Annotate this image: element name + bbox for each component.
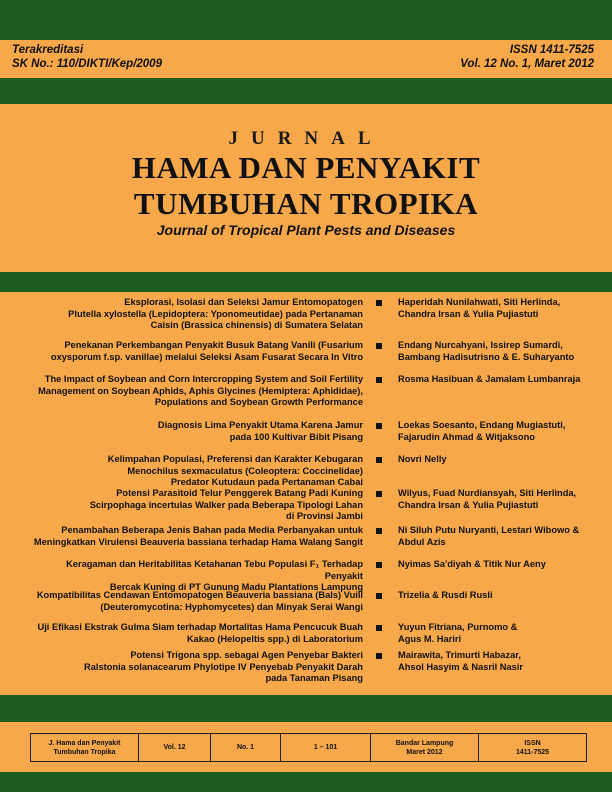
green-divider (0, 272, 612, 292)
bullet-square-icon (376, 300, 382, 306)
toc-title-line: (Deuteromycotina: Hyphomycetes) dan Minyak Serai Wangi (100, 601, 363, 612)
footer-volume-cell: Vol. 12 (139, 734, 211, 762)
toc-author-line: Endang Nurcahyani, Issirep Sumardi, (398, 340, 563, 350)
toc-author-line: Abdul Azis (398, 536, 446, 547)
toc-article-title (33, 420, 363, 443)
volume-label: Vol. 12 No. 1, Maret 2012 (460, 58, 594, 70)
bullet-square-icon (376, 343, 382, 349)
toc-title-line: Predator Kutudaun pada Pertanaman Cabai (170, 477, 363, 487)
toc-author-line: Ni Siluh Putu Nuryanti, Lestari Wibowo & (398, 525, 580, 535)
toc-title-line: Menochilus sexmaculatus (Coleoptera: Coccinelidae) (127, 465, 363, 476)
toc-title-line: pada 100 Kultivar Bibit Pisang (229, 431, 363, 442)
toc-title-line: pada Tanaman Pisang (265, 673, 363, 683)
toc-title-line: Kakao (Helopeltis spp.) di Laboratorium (186, 633, 363, 644)
toc-author-line: Haperidah Nunilahwati, Siti Herlinda, (398, 297, 561, 307)
toc-authors (398, 525, 598, 548)
toc-authors (398, 420, 598, 443)
toc-title-line: Uji Efikasi Ekstrak Gulma Siam terhadap Mortalitas Hama Pencucuk Buah (37, 622, 363, 632)
journal-title-line-1: HAMA DAN PENYAKIT (131, 150, 481, 185)
toc-article-title (33, 525, 363, 548)
toc-title-line: Meningkatkan Virulensi Beauveria bassiana terhadap Hama Walang Sangit (33, 536, 363, 547)
toc-article-title (33, 297, 363, 332)
toc-authors (398, 622, 598, 645)
citation-table (30, 733, 587, 762)
accreditation-info (12, 43, 162, 71)
toc-article-title (33, 622, 363, 645)
toc-author-line: Bambang Hadisutrisno & E. Suharyanto (398, 351, 575, 362)
toc-authors (398, 559, 598, 571)
toc-author-line: Fajarudin Ahmad & Witjaksono (398, 431, 535, 442)
toc-article-title (33, 340, 363, 363)
toc-author-line: Agus M. Hariri (398, 633, 462, 644)
bullet-square-icon (376, 528, 382, 534)
toc-authors (398, 454, 598, 466)
journal-title-english: Journal of Tropical Plant Pests and Diseases (156, 222, 456, 238)
toc-author-line: Chandra Irsan & Yulia Pujiastuti (398, 499, 539, 510)
toc-title-line: Potensi Parasitoid Telur Penggerek Batang Padi Kuning (116, 488, 363, 498)
footer-number-cell: No. 1 (211, 734, 281, 762)
footer-journal-cell: J. Hama dan Penyakit Tumbuhan Tropika (31, 734, 139, 762)
toc-title-line: Ralstonia solanacearum Phylotipe IV Penyebab Penyakit Darah (83, 661, 363, 672)
toc-title-line: Potensi Trigona spp. sebagai Agen Penyebar Bakteri (130, 650, 363, 660)
toc-title-line: Penekanan Perkembangan Penyakit Busuk Batang Vanili (Fusarium (64, 340, 363, 350)
toc-title-line: Kelimpahan Populasi, Preferensi dan Karakter Kebugaran (107, 454, 363, 464)
jurnal-word: JURNAL (228, 128, 384, 149)
title-band (0, 104, 612, 272)
toc-author-line: Novri Nelly (398, 454, 447, 464)
footer-place-date-cell: Bandar Lampung Maret 2012 (371, 734, 479, 762)
toc-title-line: Management on Soybean Aphids, Aphis Glycines (Hemiptera: Aphididae), (38, 385, 363, 396)
toc-article-title (33, 590, 363, 613)
toc-author-line: Nyimas Sa'diyah & Titik Nur Aeny (398, 559, 546, 569)
toc-author-line: Rosma Hasibuan & Jamalam Lumbanraja (398, 374, 581, 384)
toc-article-title (33, 650, 363, 685)
toc-title-line: Diagnosis Lima Penyakit Utama Karena Jamur (157, 420, 363, 430)
bullet-square-icon (376, 653, 382, 659)
toc-author-line: Trizelia & Rusdi Rusli (398, 590, 493, 600)
toc-authors (398, 590, 598, 602)
toc-title-line: di Provinsi Jambi (286, 511, 363, 521)
footer-pages-cell: 1 – 101 (281, 734, 371, 762)
toc-authors (398, 297, 598, 320)
toc-title-line: Caisin (Brassica chinensis) di Sumatera Selatan (150, 320, 363, 330)
table-of-contents (0, 292, 612, 695)
toc-article-title (33, 454, 363, 489)
green-divider (0, 695, 612, 722)
toc-title-line: Eksplorasi, Isolasi dan Seleksi Jamur Entomopatogen (124, 297, 363, 307)
journal-title-line-2: TUMBUHAN TROPIKA (133, 186, 479, 221)
toc-title-line: Bercak Kuning di PT Gunung Madu Plantations Lampung (109, 582, 363, 592)
toc-authors (398, 488, 598, 511)
bullet-square-icon (376, 457, 382, 463)
toc-title-line: Populations and Soybean Growth Performance (154, 397, 363, 407)
bullet-square-icon (376, 423, 382, 429)
toc-authors (398, 374, 598, 386)
accreditation-label: Terakreditasi (12, 44, 84, 56)
toc-authors (398, 340, 598, 363)
green-divider (0, 78, 612, 104)
toc-title-line: Plutella xylostella (Lepidoptera: Yponomeutidae) pada Pertanaman (68, 308, 363, 319)
bullet-square-icon (376, 593, 382, 599)
toc-author-line: Chandra Irsan & Yulia Pujiastuti (398, 308, 539, 319)
toc-author-line: Yuyun Fitriana, Purnomo & (398, 622, 518, 632)
toc-author-line: Mairawita, Trimurti Habazar, (398, 650, 521, 660)
issn-label: ISSN 1411-7525 (509, 44, 594, 56)
toc-author-line: Ahsol Hasyim & Nasril Nasir (398, 661, 524, 672)
toc-title-line: Penambahan Beberapa Jenis Bahan pada Media Perbanyakan untuk (61, 525, 363, 535)
bottom-green-band (0, 772, 612, 792)
header-strip (0, 40, 612, 78)
footer-issn-cell: ISSN 1411-7525 (479, 734, 587, 762)
toc-author-line: Wilyus, Fuad Nurdiansyah, Siti Herlinda, (398, 488, 577, 498)
bullet-square-icon (376, 491, 382, 497)
decree-number: SK No.: 110/DIKTI/Kep/2009 (12, 58, 162, 70)
toc-title-line: Scirpophaga incertulas Walker pada Beberapa Tipologi Lahan (89, 499, 363, 510)
footer-band (0, 722, 612, 772)
toc-title-line: oxysporum f.sp. vanillae) melalui Seleksi Asam Fusarat Secara In Vitro (50, 351, 363, 362)
bullet-square-icon (376, 377, 382, 383)
bullet-square-icon (376, 625, 382, 631)
issue-info (460, 43, 594, 71)
toc-article-title (33, 559, 363, 594)
toc-authors (398, 650, 598, 673)
bullet-square-icon (376, 562, 382, 568)
toc-article-title (33, 374, 363, 409)
toc-article-title (33, 488, 363, 523)
top-green-band (0, 0, 612, 40)
toc-title-line: The Impact of Soybean and Corn Intercropping System and Soil Fertility (44, 374, 363, 384)
toc-title-line: Kompatibilitas Cendawan Entomopatogen Beauveria bassiana (Bals) Vuill (36, 590, 363, 600)
toc-author-line: Loekas Soesanto, Endang Mugiastuti, (398, 420, 566, 430)
toc-title-line: Keragaman dan Heritabilitas Ketahanan Tebu Populasi F₁ Terhadap Penyakit (66, 559, 363, 581)
